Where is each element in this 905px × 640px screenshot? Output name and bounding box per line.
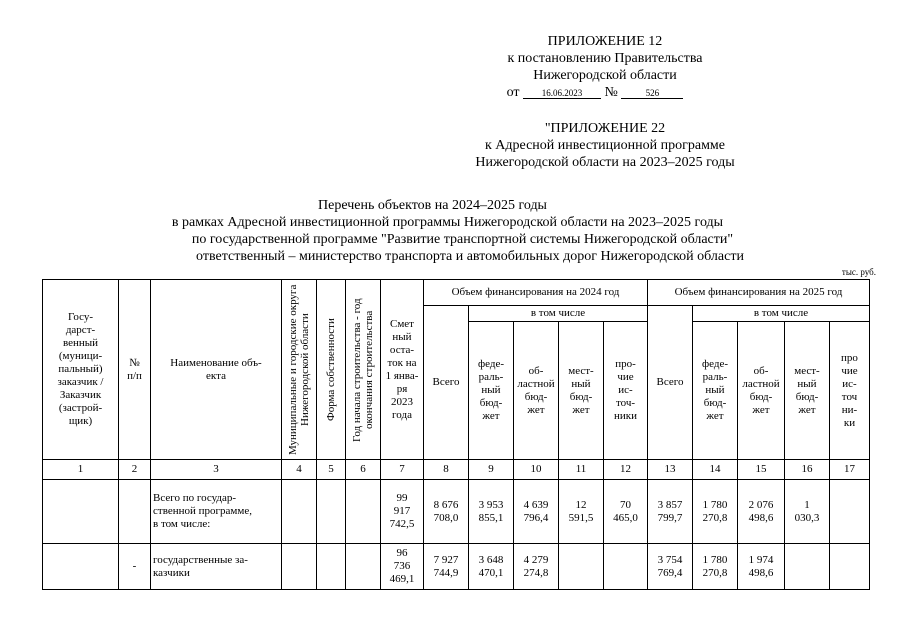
column-number: 17 bbox=[830, 460, 870, 480]
cell-other-2025 bbox=[830, 544, 870, 590]
cell-regional-2024: 4 279 274,8 bbox=[514, 544, 559, 590]
cell-balance: 96 736 469,1 bbox=[381, 544, 424, 590]
header-federal-2025: феде- раль- ный бюд- жет bbox=[693, 322, 738, 460]
decree-date: 16.06.2023 bbox=[523, 88, 601, 99]
header-ownership bbox=[317, 280, 346, 460]
header-district bbox=[282, 280, 317, 460]
cell-years bbox=[346, 544, 381, 590]
decree-number: 526 bbox=[621, 88, 683, 99]
cell-other-2024 bbox=[604, 544, 648, 590]
number-label: № bbox=[604, 85, 618, 100]
cell-total-2025: 3 857 799,7 bbox=[648, 480, 693, 544]
cell-ownership bbox=[317, 480, 346, 544]
cell-customer bbox=[43, 480, 119, 544]
cell-regional-2025: 1 974 498,6 bbox=[738, 544, 785, 590]
cell-total-2024: 7 927 744,9 bbox=[424, 544, 469, 590]
appendix-22-title: "ПРИЛОЖЕНИЕ 22 bbox=[544, 121, 666, 136]
column-number: 6 bbox=[346, 460, 381, 480]
header-other-2024: про- чие ис- точ- ники bbox=[604, 322, 648, 460]
cell-customer bbox=[43, 544, 119, 590]
header-incl-2025: в том числе bbox=[693, 306, 870, 322]
title-line-1: Перечень объектов на 2024–2025 годы bbox=[318, 198, 547, 213]
header-total-2024: Всего bbox=[424, 306, 469, 460]
cell-local-2025: 1 030,3 bbox=[785, 480, 830, 544]
appendix-12-line2: к постановлению Правительства bbox=[507, 51, 703, 66]
header-federal-2024: феде- раль- ный бюд- жет bbox=[469, 322, 514, 460]
column-number: 5 bbox=[317, 460, 346, 480]
appendix-12-block bbox=[455, 33, 755, 101]
cell-regional-2024: 4 639 796,4 bbox=[514, 480, 559, 544]
cell-years bbox=[346, 480, 381, 544]
units-label: тыс. руб. bbox=[841, 267, 876, 277]
appendix-12-line3: Нижегородской области bbox=[533, 68, 677, 83]
cell-num bbox=[119, 480, 151, 544]
from-label: от bbox=[506, 85, 520, 100]
appendix-12-title: ПРИЛОЖЕНИЕ 12 bbox=[547, 34, 663, 49]
cell-other-2024: 70 465,0 bbox=[604, 480, 648, 544]
cell-name: Всего по государ- ственной программе, в том числе: bbox=[151, 480, 282, 544]
column-number: 15 bbox=[738, 460, 785, 480]
appendix-22-block bbox=[440, 120, 770, 171]
header-name: Наименование объ- екта bbox=[151, 280, 282, 460]
cell-num: - bbox=[119, 544, 151, 590]
cell-total-2024: 8 676 708,0 bbox=[424, 480, 469, 544]
cell-local-2024 bbox=[559, 544, 604, 590]
appendix-22-line3: Нижегородской области на 2023–2025 годы bbox=[475, 155, 735, 170]
document-title bbox=[0, 197, 905, 265]
appendix-22-line2: к Адресной инвестиционной программе bbox=[484, 138, 726, 153]
header-ownership-text: Форма собственности bbox=[325, 318, 337, 421]
column-number: 8 bbox=[424, 460, 469, 480]
cell-federal-2024: 3 953 855,1 bbox=[469, 480, 514, 544]
cell-other-2025 bbox=[830, 480, 870, 544]
title-line-3: по государственной программе "Развитие транспортной системы Нижегородской области" bbox=[191, 232, 734, 247]
column-number: 10 bbox=[514, 460, 559, 480]
cell-ownership bbox=[317, 544, 346, 590]
appendix-12-date-line bbox=[435, 84, 755, 101]
header-other-2025: про чие ис- точ ни- ки bbox=[830, 322, 870, 460]
header-num: № п/п bbox=[119, 280, 151, 460]
column-number: 11 bbox=[559, 460, 604, 480]
cell-federal-2024: 3 648 470,1 bbox=[469, 544, 514, 590]
cell-local-2024: 12 591,5 bbox=[559, 480, 604, 544]
title-line-2: в рамках Адресной инвестиционной программы Нижегородской области на 2023–2025 годы bbox=[171, 215, 724, 230]
column-number: 13 bbox=[648, 460, 693, 480]
objects-table bbox=[42, 279, 870, 590]
cell-name: государственные за- казчики bbox=[151, 544, 282, 590]
header-years-text: Год начала строительства - год окончания строительства bbox=[351, 297, 375, 442]
column-number: 1 bbox=[43, 460, 119, 480]
title-line-4: ответственный – министерство транспорта и автомобильных дорог Нижегородской области bbox=[196, 249, 744, 264]
column-number-row bbox=[43, 460, 870, 480]
header-years bbox=[346, 280, 381, 460]
header-balance: Смет ный оста- ток на 1 янва- ря 2023 года bbox=[381, 280, 424, 460]
cell-district bbox=[282, 544, 317, 590]
header-fin-2025: Объем финансирования на 2025 год bbox=[648, 280, 870, 306]
cell-federal-2025: 1 780 270,8 bbox=[693, 544, 738, 590]
column-number: 16 bbox=[785, 460, 830, 480]
header-regional-2024: об- ластной бюд- жет bbox=[514, 322, 559, 460]
header-local-2025: мест- ный бюд- жет bbox=[785, 322, 830, 460]
cell-regional-2025: 2 076 498,6 bbox=[738, 480, 785, 544]
header-incl-2024: в том числе bbox=[469, 306, 648, 322]
cell-federal-2025: 1 780 270,8 bbox=[693, 480, 738, 544]
cell-total-2025: 3 754 769,4 bbox=[648, 544, 693, 590]
header-local-2024: мест- ный бюд- жет bbox=[559, 322, 604, 460]
column-number: 7 bbox=[381, 460, 424, 480]
column-number: 14 bbox=[693, 460, 738, 480]
table-row bbox=[43, 544, 870, 590]
column-number: 3 bbox=[151, 460, 282, 480]
cell-balance: 99 917 742,5 bbox=[381, 480, 424, 544]
header-total-2025: Всего bbox=[648, 306, 693, 460]
cell-local-2025 bbox=[785, 544, 830, 590]
cell-district bbox=[282, 480, 317, 544]
column-number: 12 bbox=[604, 460, 648, 480]
header-regional-2025: об- ластной бюд- жет bbox=[738, 322, 785, 460]
header-customer: Госу- дарст- венный (муници- пальный) заказчик / Заказчик (застрой- щик) bbox=[43, 280, 119, 460]
header-fin-2024: Объем финансирования на 2024 год bbox=[424, 280, 648, 306]
column-number: 9 bbox=[469, 460, 514, 480]
column-number: 4 bbox=[282, 460, 317, 480]
header-district-text: Муниципальные и городские округа Нижегородской области bbox=[287, 284, 311, 455]
table-row bbox=[43, 480, 870, 544]
column-number: 2 bbox=[119, 460, 151, 480]
